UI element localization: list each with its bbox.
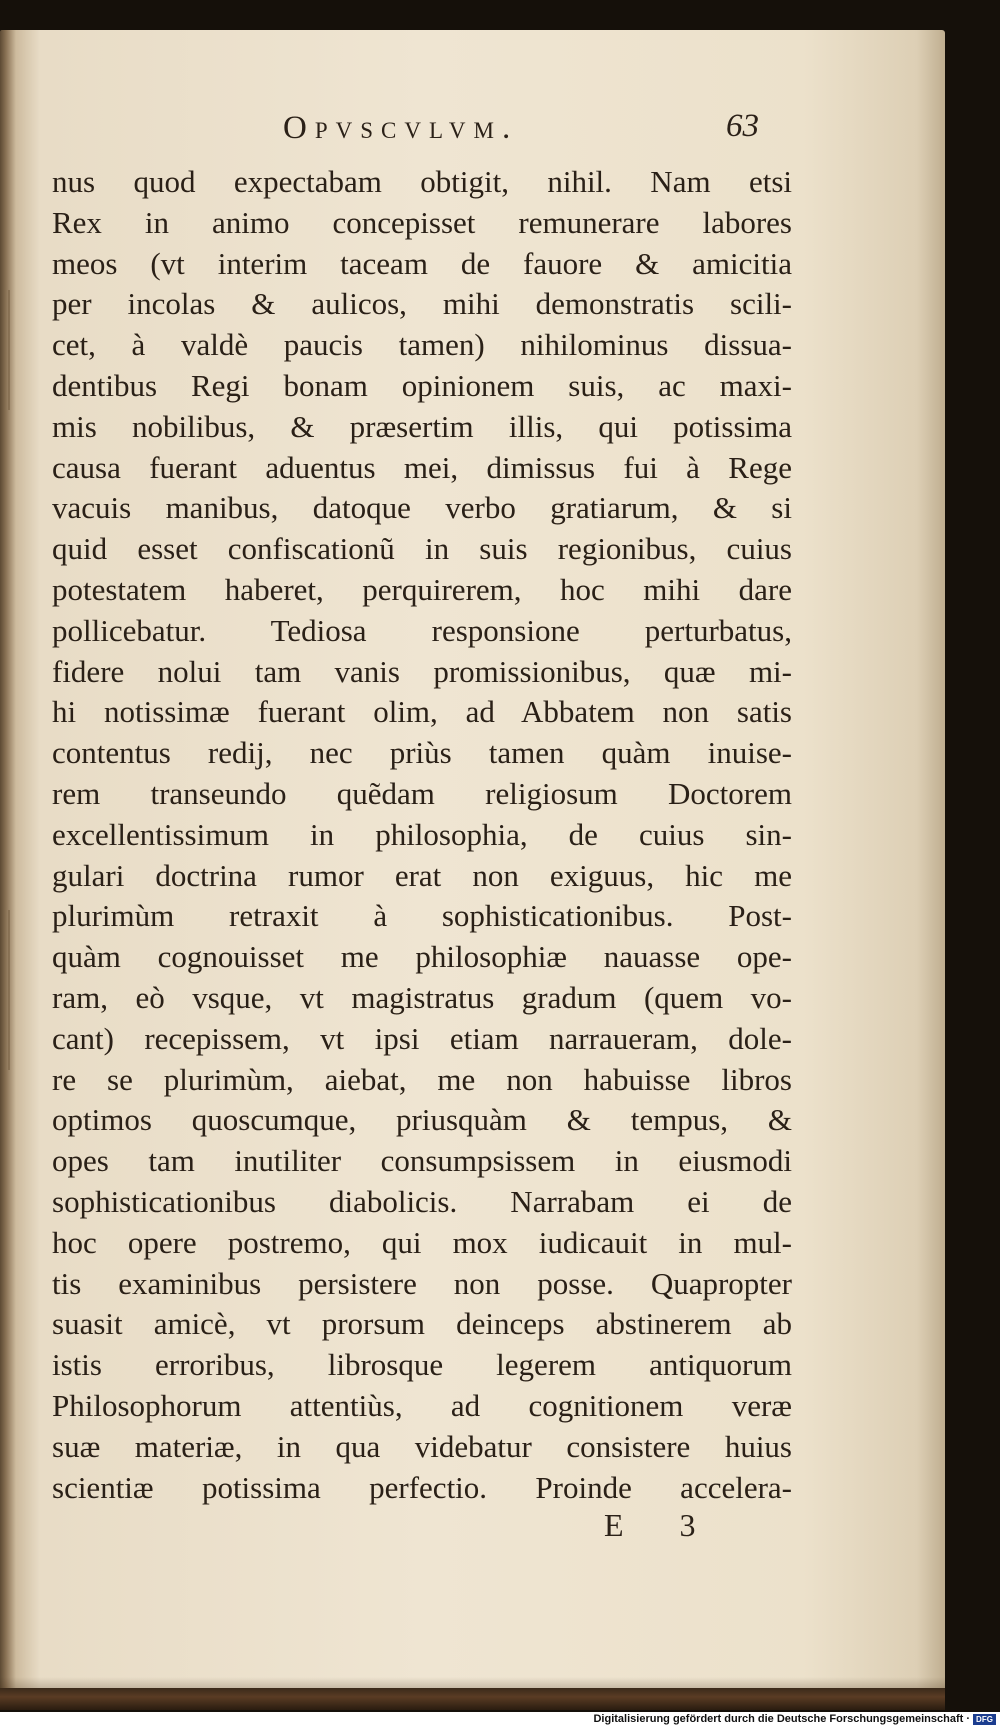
- text-line: tis examinibus persistere non posse. Quapropter: [52, 1265, 792, 1301]
- text-line: istis erroribus, librosque legerem antiquorum: [52, 1347, 792, 1383]
- body-text: [52, 162, 792, 1508]
- text-line: opes tam inutiliter consumpsissem in eiusmodi: [52, 1143, 792, 1179]
- digitization-footer: [0, 1712, 1000, 1727]
- text-line: cant) recepissem, vt ipsi etiam narraueram, dole-: [52, 1020, 792, 1056]
- text-line: mis nobilibus, & præsertim illis, qui potissima: [52, 408, 792, 444]
- page-bottom-edge: [0, 1688, 945, 1710]
- text-line: dentibus Regi bonam opinionem suis, ac maxi-: [52, 367, 792, 403]
- text-line: potestatem haberet, perquirerem, hoc mihi dare: [52, 571, 792, 607]
- text-line: sophisticationibus diabolicis. Narrabam ei de: [52, 1183, 792, 1219]
- text-line: contentus redij, nec priùs tamen quàm inuise-: [52, 735, 792, 771]
- text-line: hoc opere postremo, qui mox iudicauit in mul-: [52, 1224, 792, 1260]
- text-line: plurimùm retraxit à sophisticationibus. Post-: [52, 898, 792, 934]
- dfg-logo: DFG: [973, 1714, 996, 1725]
- text-line: vacuis manibus, datoque verbo gratiarum, & si: [52, 490, 792, 526]
- text-line: re se plurimùm, aiebat, me non habuisse libros: [52, 1061, 792, 1097]
- text-line: optimos quoscumque, priusquàm & tempus, &: [52, 1102, 792, 1138]
- text-line: pollicebatur. Tediosa responsione perturbatus,: [52, 612, 792, 648]
- text-line: rem transeundo quẽdam religiosum Doctorem: [52, 775, 792, 811]
- signature-mark: E 3: [604, 1507, 720, 1543]
- text-line: excellentissimum in philosophia, de cuius sin-: [52, 816, 792, 852]
- text-line: per incolas & aulicos, mihi demonstratis scili-: [52, 286, 792, 322]
- page-header: [0, 110, 945, 154]
- text-line: gulari doctrina rumor erat non exiguus, hic me: [52, 857, 792, 893]
- text-line: suæ materiæ, in qua videbatur consistere huius: [52, 1428, 792, 1464]
- running-title: Opvscvlvm.: [283, 110, 519, 146]
- text-line: cet, à valdè paucis tamen) nihilominus dissua-: [52, 327, 792, 363]
- text-line: hi notissimæ fuerant olim, ad Abbatem non satis: [52, 694, 792, 730]
- text-line: causa fuerant aduentus mei, dimissus fui à Rege: [52, 449, 792, 485]
- gutter-mark: [8, 910, 10, 1070]
- funding-credit: Digitalisierung gefördert durch die Deutsche Forschungsgemeinschaft ·: [593, 1713, 970, 1725]
- text-line: ram, eò vsque, vt magistratus gradum (quem vo-: [52, 979, 792, 1015]
- text-line: Philosophorum attentiùs, ad cognitionem veræ: [52, 1387, 792, 1423]
- text-line: scientiæ potissima perfectio. Proinde accelera-: [52, 1469, 792, 1505]
- gutter-mark: [8, 290, 10, 410]
- text-line: meos (vt interim taceam de fauore & amicitia: [52, 245, 792, 281]
- text-line: quid esset confiscationũ in suis regionibus, cuius: [52, 531, 792, 567]
- page-number: 63: [726, 108, 759, 144]
- text-line: Rex in animo concepisset remunerare labores: [52, 204, 792, 240]
- text-line: nus quod expectabam obtigit, nihil. Nam etsi: [52, 164, 792, 199]
- text-line: fidere nolui tam vanis promissionibus, quæ mi-: [52, 653, 792, 689]
- text-line: quàm cognouisset me philosophiæ nauasse ope-: [52, 939, 792, 975]
- text-line: suasit amicè, vt prorsum deinceps abstinerem ab: [52, 1306, 792, 1342]
